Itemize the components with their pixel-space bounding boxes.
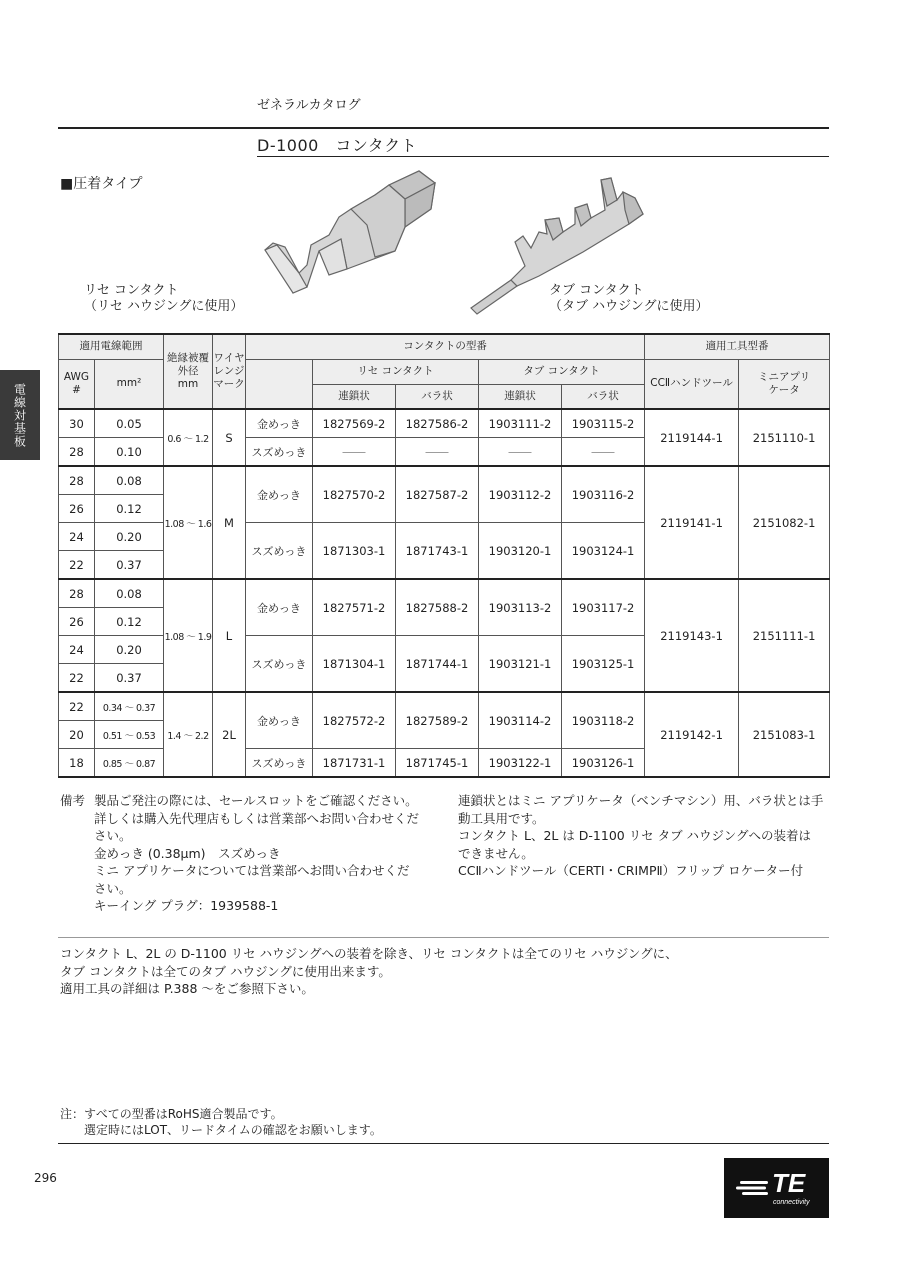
header-wire-range: 適用電線範囲 xyxy=(59,334,164,359)
applicator-cell: 2151110-1 xyxy=(739,409,830,466)
mm2-cell: 0.34 ～ 0.37 xyxy=(95,692,164,721)
mm2-cell: 0.20 xyxy=(95,523,164,551)
page-number: 296 xyxy=(34,1171,57,1185)
plating-cell: 金めっき xyxy=(246,692,313,749)
insulation-cell: 1.08 ～ 1.6 xyxy=(164,466,213,579)
section-title: ■圧着タイプ xyxy=(60,176,143,192)
plating-cell: スズめっき xyxy=(246,636,313,693)
awg-cell: 30 xyxy=(59,409,95,438)
applicator-cell: 2151083-1 xyxy=(739,692,830,777)
usage-paragraph xyxy=(60,945,678,998)
header-plating-blank xyxy=(246,359,313,409)
part-number-cell: ―― xyxy=(479,438,562,467)
awg-cell: 26 xyxy=(59,495,95,523)
mm2-cell: 0.37 xyxy=(95,551,164,580)
te-logo-mark-icon xyxy=(736,1180,770,1196)
note-line: 詳しくは購入先代理店もしくは営業部へお問い合わせくだ xyxy=(94,810,420,826)
part-number-cell: 1827588-2 xyxy=(396,579,479,636)
footnote xyxy=(60,1106,382,1138)
part-number-cell: 1903125-1 xyxy=(562,636,645,693)
part-number-cell: 1871304-1 xyxy=(313,636,396,693)
footnote-line: 注：すべての型番はRoHS適合製品です。 xyxy=(60,1107,283,1121)
title-rule xyxy=(257,156,829,157)
part-number-cell: 1903112-2 xyxy=(479,466,562,523)
note-line: 金めっき (0.38μm) スズめっき xyxy=(94,845,281,861)
note-line: 動工具用です。 xyxy=(458,810,545,826)
awg-cell: 20 xyxy=(59,721,95,749)
header-mm2: mm² xyxy=(95,359,164,409)
hand-tool-cell: 2119144-1 xyxy=(645,409,739,466)
part-number-cell: 1827586-2 xyxy=(396,409,479,438)
header-awg: AWG # xyxy=(59,359,95,409)
part-number-cell: 1871743-1 xyxy=(396,523,479,580)
mm2-cell: 0.10 xyxy=(95,438,164,467)
note-line: CCⅡハンドツール（CERTI・CRIMPⅡ）フリップ ロケーター付 xyxy=(458,863,804,878)
part-number-cell: 1903115-2 xyxy=(562,409,645,438)
table-row xyxy=(59,466,830,495)
header-recep-chain: 連鎖状 xyxy=(313,384,396,409)
applicator-cell: 2151111-1 xyxy=(739,579,830,692)
plating-cell: 金めっき xyxy=(246,579,313,636)
part-number-cell: ―― xyxy=(313,438,396,467)
header-receptacle: リセ コンタクト xyxy=(313,359,479,384)
awg-cell: 24 xyxy=(59,636,95,664)
header-insulation: 絶縁被覆 外径 mm xyxy=(164,334,213,409)
note-line: キーイング プラグ：1939588-1 xyxy=(94,898,279,913)
awg-cell: 22 xyxy=(59,692,95,721)
plating-cell: スズめっき xyxy=(246,438,313,467)
awg-cell: 26 xyxy=(59,608,95,636)
awg-cell: 18 xyxy=(59,749,95,778)
mm2-cell: 0.37 xyxy=(95,664,164,693)
mm2-cell: 0.85 ～ 0.87 xyxy=(95,749,164,778)
hand-tool-cell: 2119143-1 xyxy=(645,579,739,692)
mm2-cell: 0.51 ～ 0.53 xyxy=(95,721,164,749)
mm2-cell: 0.20 xyxy=(95,636,164,664)
part-number-cell: 1903124-1 xyxy=(562,523,645,580)
note-line: さい。 xyxy=(94,828,132,843)
mid-rule xyxy=(58,937,829,938)
applicator-cell: 2151082-1 xyxy=(739,466,830,579)
awg-cell: 28 xyxy=(59,466,95,495)
awg-cell: 22 xyxy=(59,551,95,580)
plating-cell: 金めっき xyxy=(246,466,313,523)
wire-mark-cell: 2L xyxy=(213,692,246,777)
note-line: ミニ アプリケータについては営業部へお問い合わせくだ xyxy=(94,863,410,878)
part-number-cell: ―― xyxy=(562,438,645,467)
note-line: 製品ご発注の際には、セールスロットをご確認ください。 xyxy=(94,793,418,808)
mm2-cell: 0.05 xyxy=(95,409,164,438)
tab-caption-line1: タブ コンタクト xyxy=(549,283,644,298)
footnote-line: 選定時にはLOT、リードタイムの確認をお願いします。 xyxy=(60,1123,382,1137)
mm2-cell: 0.08 xyxy=(95,466,164,495)
header-wire-mark: ワイヤ レンジ マーク xyxy=(213,334,246,409)
header-hand-tool: CCⅡハンドツール xyxy=(645,359,739,409)
hand-tool-cell: 2119141-1 xyxy=(645,466,739,579)
insulation-cell: 1.4 ～ 2.2 xyxy=(164,692,213,777)
part-number-cell: 1903114-2 xyxy=(479,692,562,749)
part-number-cell: 1871731-1 xyxy=(313,749,396,778)
side-index-tab[interactable]: 電線対基板 xyxy=(0,370,40,460)
header-recep-loose: バラ状 xyxy=(396,384,479,409)
note-line: コンタクト L、2L は D-1100 リセ タブ ハウジングへの装着は xyxy=(458,828,811,843)
part-number-cell: 1903126-1 xyxy=(562,749,645,778)
awg-cell: 28 xyxy=(59,438,95,467)
catalog-label: ゼネラルカタログ xyxy=(257,98,361,113)
wire-mark-cell: S xyxy=(213,409,246,466)
part-number-cell: 1903121-1 xyxy=(479,636,562,693)
contact-spec-table xyxy=(58,333,830,778)
logo-text: TE xyxy=(772,1168,806,1198)
insulation-cell: 0.6 ～ 1.2 xyxy=(164,409,213,466)
mm2-cell: 0.12 xyxy=(95,608,164,636)
plating-cell: スズめっき xyxy=(246,523,313,580)
mm2-cell: 0.12 xyxy=(95,495,164,523)
header-tab: タブ コンタクト xyxy=(479,359,645,384)
note-line: 連鎖状とはミニ アプリケータ（ベンチマシン）用、バラ状とは手 xyxy=(458,793,824,808)
tab-caption xyxy=(549,283,709,315)
plating-cell: 金めっき xyxy=(246,409,313,438)
header-tab-chain: 連鎖状 xyxy=(479,384,562,409)
hand-tool-cell: 2119142-1 xyxy=(645,692,739,777)
part-number-cell: 1871744-1 xyxy=(396,636,479,693)
part-number-cell: 1827570-2 xyxy=(313,466,396,523)
note-line: さい。 xyxy=(94,880,132,896)
table-row xyxy=(59,692,830,721)
part-number-cell: 1903117-2 xyxy=(562,579,645,636)
receptacle-caption-line1: リセ コンタクト xyxy=(84,283,179,298)
page-title: D-1000 コンタクト xyxy=(257,136,418,155)
part-number-cell: 1903111-2 xyxy=(479,409,562,438)
wire-mark-cell: L xyxy=(213,579,246,692)
bottom-rule xyxy=(58,1143,829,1144)
header-applicator: ミニアプリ ケータ xyxy=(739,359,830,409)
top-rule xyxy=(58,127,829,129)
note-line: できません。 xyxy=(458,845,534,861)
notes-right xyxy=(458,792,830,880)
part-number-cell: 1903122-1 xyxy=(479,749,562,778)
table-row xyxy=(59,409,830,438)
wire-mark-cell: M xyxy=(213,466,246,579)
part-number-cell: 1827571-2 xyxy=(313,579,396,636)
notes-head: 備考 xyxy=(60,793,86,808)
plating-cell: スズめっき xyxy=(246,749,313,778)
header-tool-pn: 適用工具型番 xyxy=(645,334,830,359)
part-number-cell: 1827572-2 xyxy=(313,692,396,749)
receptacle-caption xyxy=(84,283,243,315)
part-number-cell: ―― xyxy=(396,438,479,467)
tab-caption-line2: （タブ ハウジングに使用） xyxy=(549,299,709,314)
notes-left xyxy=(60,792,419,915)
para-line: 適用工具の詳細は P.388 ～をご参照下さい。 xyxy=(60,981,314,996)
part-number-cell: 1871303-1 xyxy=(313,523,396,580)
part-number-cell: 1827587-2 xyxy=(396,466,479,523)
part-number-cell: 1827589-2 xyxy=(396,692,479,749)
logo-subtext: connectivity xyxy=(773,1199,810,1206)
te-connectivity-logo xyxy=(724,1158,829,1218)
para-line: タブ コンタクトは全てのタブ ハウジングに使用出来ます。 xyxy=(60,963,391,979)
part-number-cell: 1871745-1 xyxy=(396,749,479,778)
insulation-cell: 1.08 ～ 1.9 xyxy=(164,579,213,692)
part-number-cell: 1903120-1 xyxy=(479,523,562,580)
header-contact-pn: コンタクトの型番 xyxy=(246,334,645,359)
receptacle-contact-image xyxy=(255,165,445,320)
receptacle-caption-line2: （リセ ハウジングに使用） xyxy=(84,299,244,314)
table-row xyxy=(59,579,830,608)
awg-cell: 28 xyxy=(59,579,95,608)
awg-cell: 22 xyxy=(59,664,95,693)
part-number-cell: 1827569-2 xyxy=(313,409,396,438)
header-tab-loose: バラ状 xyxy=(562,384,645,409)
awg-cell: 24 xyxy=(59,523,95,551)
para-line: コンタクト L、2L の D-1100 リセ ハウジングへの装着を除き、リセ コンタクトは全てのリセ ハウジングに、 xyxy=(60,946,678,961)
mm2-cell: 0.08 xyxy=(95,579,164,608)
part-number-cell: 1903118-2 xyxy=(562,692,645,749)
part-number-cell: 1903116-2 xyxy=(562,466,645,523)
part-number-cell: 1903113-2 xyxy=(479,579,562,636)
spec-table-body xyxy=(59,409,830,777)
